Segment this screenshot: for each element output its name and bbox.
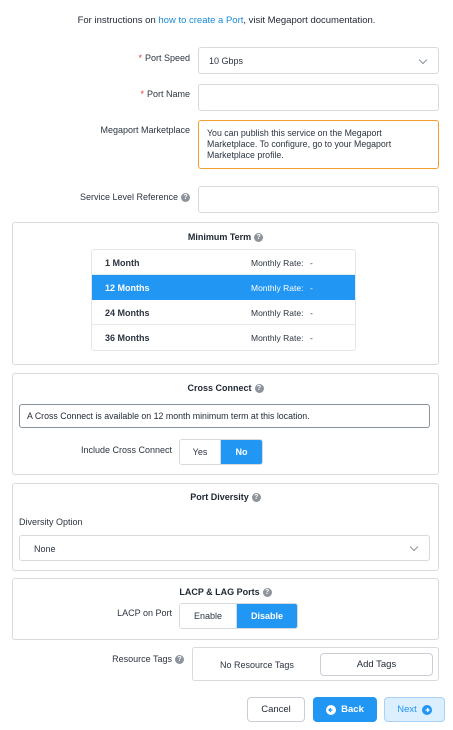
help-icon[interactable]: ? <box>254 233 263 242</box>
help-icon[interactable]: ? <box>175 655 184 664</box>
minimum-term-panel <box>12 222 439 365</box>
diversity-option-select[interactable] <box>19 535 430 561</box>
port-speed-value: 10 Gbps <box>209 56 244 66</box>
minimum-term-title: Minimum Term ? <box>13 232 438 242</box>
cross-connect-no-button[interactable]: No <box>221 440 262 464</box>
cross-connect-toggle <box>179 439 263 465</box>
lacp-lag-title: LACP & LAG Ports ? <box>13 587 438 597</box>
cancel-button[interactable]: Cancel <box>247 697 305 722</box>
cross-connect-notice: A Cross Connect is available on 12 month minimum term at this location. <box>19 404 430 428</box>
include-cross-connect-label: Include Cross Connect <box>80 445 172 455</box>
chevron-down-icon <box>419 56 427 64</box>
back-button[interactable] <box>313 697 377 722</box>
lacp-disable-button[interactable]: Disable <box>237 604 297 628</box>
service-level-label: Service Level Reference ? <box>0 192 190 202</box>
term-option-36-months[interactable]: 36 Months Monthly Rate: - <box>105 333 313 343</box>
chevron-down-icon <box>410 543 418 551</box>
arrow-right-circle-icon <box>422 705 432 715</box>
term-option-1-month[interactable]: 1 Month Monthly Rate: - <box>92 250 355 275</box>
help-icon[interactable]: ? <box>255 384 264 393</box>
help-icon[interactable]: ? <box>181 193 190 202</box>
port-name-input[interactable] <box>198 84 439 111</box>
port-name-label: * Port Name <box>140 89 190 99</box>
service-level-input[interactable] <box>198 186 439 213</box>
no-resource-tags-text: No Resource Tags <box>220 660 294 670</box>
port-speed-select[interactable] <box>198 47 439 74</box>
cross-connect-panel <box>12 373 439 475</box>
resource-tags-box <box>192 647 439 681</box>
lacp-enable-button[interactable]: Enable <box>180 604 237 628</box>
term-option-24-months[interactable]: 24 Months Monthly Rate: - <box>92 300 355 325</box>
add-tags-button[interactable]: Add Tags <box>320 653 433 676</box>
resource-tags-label: Resource Tags ? <box>0 654 184 664</box>
port-diversity-panel <box>12 483 439 571</box>
next-button-label: Next <box>397 704 417 715</box>
marketplace-notice: You can publish this service on the Megaport Marketplace. To configure, go to your Megaport Marketplace profile. <box>198 120 439 169</box>
help-icon[interactable]: ? <box>252 493 261 502</box>
intro-text <box>0 15 453 26</box>
create-port-link[interactable]: how to create a Port <box>158 15 244 26</box>
lacp-on-port-label: LACP on Port <box>117 608 172 618</box>
marketplace-label: Megaport Marketplace <box>100 125 190 135</box>
help-icon[interactable]: ? <box>263 588 272 597</box>
back-button-label: Back <box>341 704 364 715</box>
port-diversity-title: Port Diversity ? <box>13 492 438 502</box>
next-button[interactable] <box>384 697 445 722</box>
arrow-left-circle-icon <box>326 705 336 715</box>
port-speed-label: * Port Speed <box>138 53 190 63</box>
lacp-lag-panel <box>12 578 439 640</box>
intro-prefix: For instructions on <box>77 15 159 26</box>
cross-connect-yes-button[interactable]: Yes <box>180 440 221 464</box>
term-list <box>91 249 356 351</box>
diversity-option-value: None <box>34 544 56 554</box>
term-option-12-months[interactable]: 12 Months Monthly Rate: - <box>92 275 355 300</box>
intro-suffix: , visit Megaport documentation. <box>243 15 376 26</box>
diversity-option-label: Diversity Option <box>19 517 83 527</box>
cross-connect-title: Cross Connect ? <box>13 383 438 393</box>
lacp-toggle <box>179 603 298 629</box>
